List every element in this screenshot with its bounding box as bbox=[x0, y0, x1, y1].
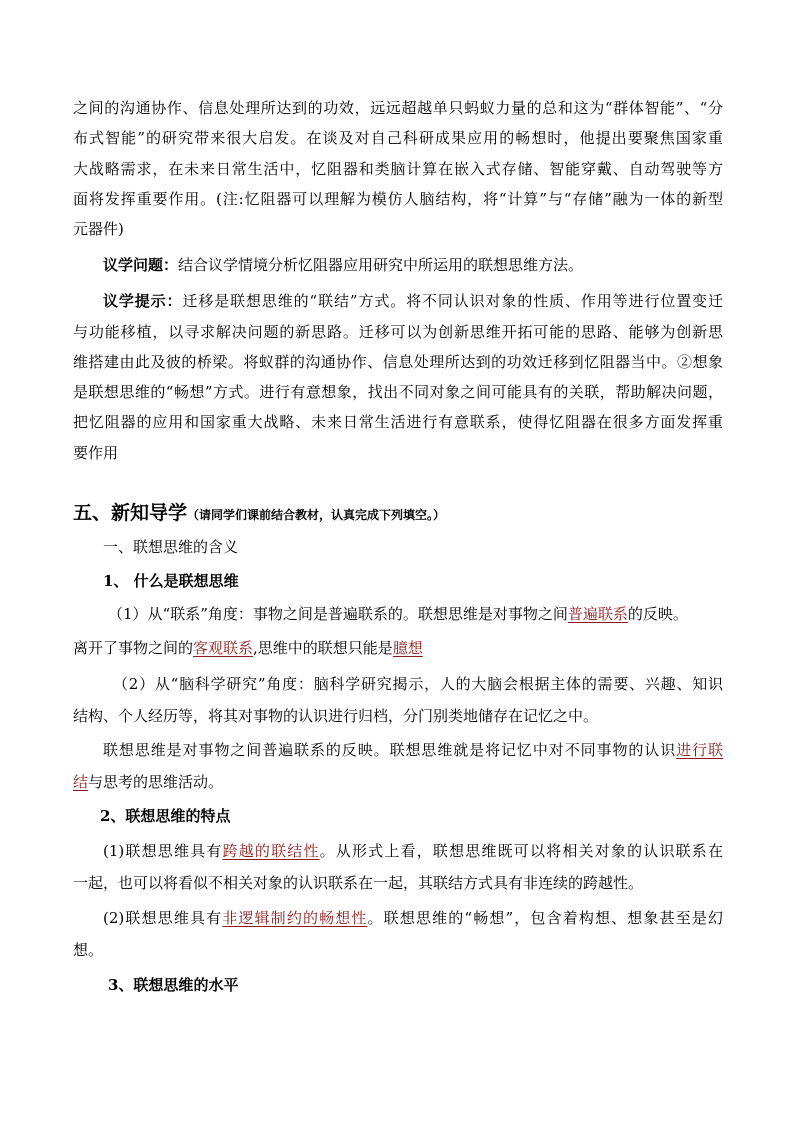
section-heading bbox=[73, 500, 723, 528]
answer-line bbox=[103, 841, 723, 861]
text-span: 与思考的思维活动。 bbox=[88, 773, 224, 791]
section-title: 五、新知导学 bbox=[73, 502, 188, 524]
hint-line bbox=[103, 291, 723, 311]
text-span: 联想思维是对事物之间普遍联系的反映。联想思维就是将记忆中对不同事物的认识 bbox=[103, 741, 677, 759]
subsection-title: 1、 什么是联想思维 bbox=[103, 572, 239, 590]
text-span: 。从形式上看，联想思维既可以将相关对象的认识联系在 bbox=[319, 842, 723, 860]
answer-line bbox=[103, 908, 723, 928]
paragraph-line: 元器件) bbox=[73, 220, 124, 238]
paragraph-line: 大战略需求，在未来日常生活中，忆阻器和类脑计算在嵌入式存储、智能穿戴、自动驾驶等方 bbox=[73, 160, 723, 178]
answer-blank: 结 bbox=[73, 773, 89, 791]
answer-blank: 进行联 bbox=[676, 741, 723, 759]
answer-line bbox=[73, 772, 723, 792]
text-span: （1）从“联系”角度：事物之间是普遍联系的。联想思维是对事物之间 bbox=[108, 605, 568, 623]
text-span: ,思维中的联想只能是 bbox=[253, 639, 393, 657]
hint-line: 要作用 bbox=[73, 444, 119, 462]
section-note: （请同学们课前结合教材，认真完成下列填空。） bbox=[187, 508, 446, 522]
answer-blank: 跨越的联结性 bbox=[222, 842, 320, 860]
paragraph-line: 想。 bbox=[73, 941, 104, 959]
answer-blank: 客观联系 bbox=[193, 639, 254, 657]
text-span: 离开了事物之间的 bbox=[73, 639, 194, 657]
answer-line bbox=[103, 740, 723, 760]
question-text: 结合议学情境分析忆阻器应用研究中所运用的联想思维方法。 bbox=[178, 256, 584, 274]
answer-blank: 普遍联系 bbox=[567, 605, 628, 623]
subsection-title: 3、联想思维的水平 bbox=[108, 976, 239, 994]
paragraph-line: （2）从“脑科学研究”角度：脑科学研究揭示，人的大脑会根据主体的需要、兴趣、知识 bbox=[113, 675, 723, 693]
text-span: 。联想思维的“畅想”，包含着构想、想象甚至是幻 bbox=[367, 909, 723, 927]
paragraph-line: 一起，也可以将看似不相关对象的认识联系在一起，其联结方式具有非连续的跨越性。 bbox=[73, 874, 644, 892]
question-line bbox=[103, 255, 723, 275]
paragraph-line: 面将发挥重要作用。(注:忆阻器可以理解为模仿人脑结构，将“计算”与“存储”融为一体的新型 bbox=[73, 190, 723, 208]
answer-line bbox=[108, 604, 723, 624]
answer-line bbox=[73, 638, 723, 658]
answer-blank: 臆想 bbox=[392, 639, 423, 657]
hint-label: 议学提示： bbox=[103, 292, 183, 310]
hint-line: 与功能移植，以寻求解决问题的新思路。迁移可以为创新思维开拓可能的思路、能够为创新思 bbox=[73, 323, 723, 341]
text-span: (2)联想思维具有 bbox=[103, 909, 223, 927]
question-label: 议学问题： bbox=[103, 256, 179, 274]
paragraph-line: 之间的沟通协作、信息处理所达到的功效，远远超越单只蚂蚁力量的总和这为“群体智能”、“分 bbox=[73, 99, 723, 117]
text-span: (1)联想思维具有 bbox=[103, 842, 223, 860]
subsection-title: 一、联想思维的含义 bbox=[103, 538, 239, 556]
hint-line: 把忆阻器的应用和国家重大战略、未来日常生活进行有意联系，使得忆阻器在很多方面发挥重 bbox=[73, 413, 723, 431]
subsection-title: 2、联想思维的特点 bbox=[100, 807, 231, 825]
hint-line: 维搭建由此及彼的桥梁。将蚁群的沟通协作、信息处理所达到的功效迁移到忆阻器当中。②想象 bbox=[73, 353, 723, 371]
paragraph-line: 布式智能”的研究带来很大启发。在谈及对自己科研成果应用的畅想时，他提出要聚焦国家重 bbox=[73, 129, 723, 147]
text-span: 的反映。 bbox=[627, 605, 688, 623]
hint-line: 是联想思维的“畅想”方式。进行有意想象，找出不同对象之间可能具有的关联，帮助解决问题， bbox=[73, 383, 723, 401]
hint-text: 迁移是联想思维的“联结”方式。将不同认识对象的性质、作用等进行位置变迁 bbox=[182, 292, 723, 310]
answer-blank: 非逻辑制约的畅想性 bbox=[222, 909, 368, 927]
paragraph-line: 结构、个人经历等，将其对事物的认识进行归档，分门别类地储存在记忆之中。 bbox=[73, 707, 599, 725]
